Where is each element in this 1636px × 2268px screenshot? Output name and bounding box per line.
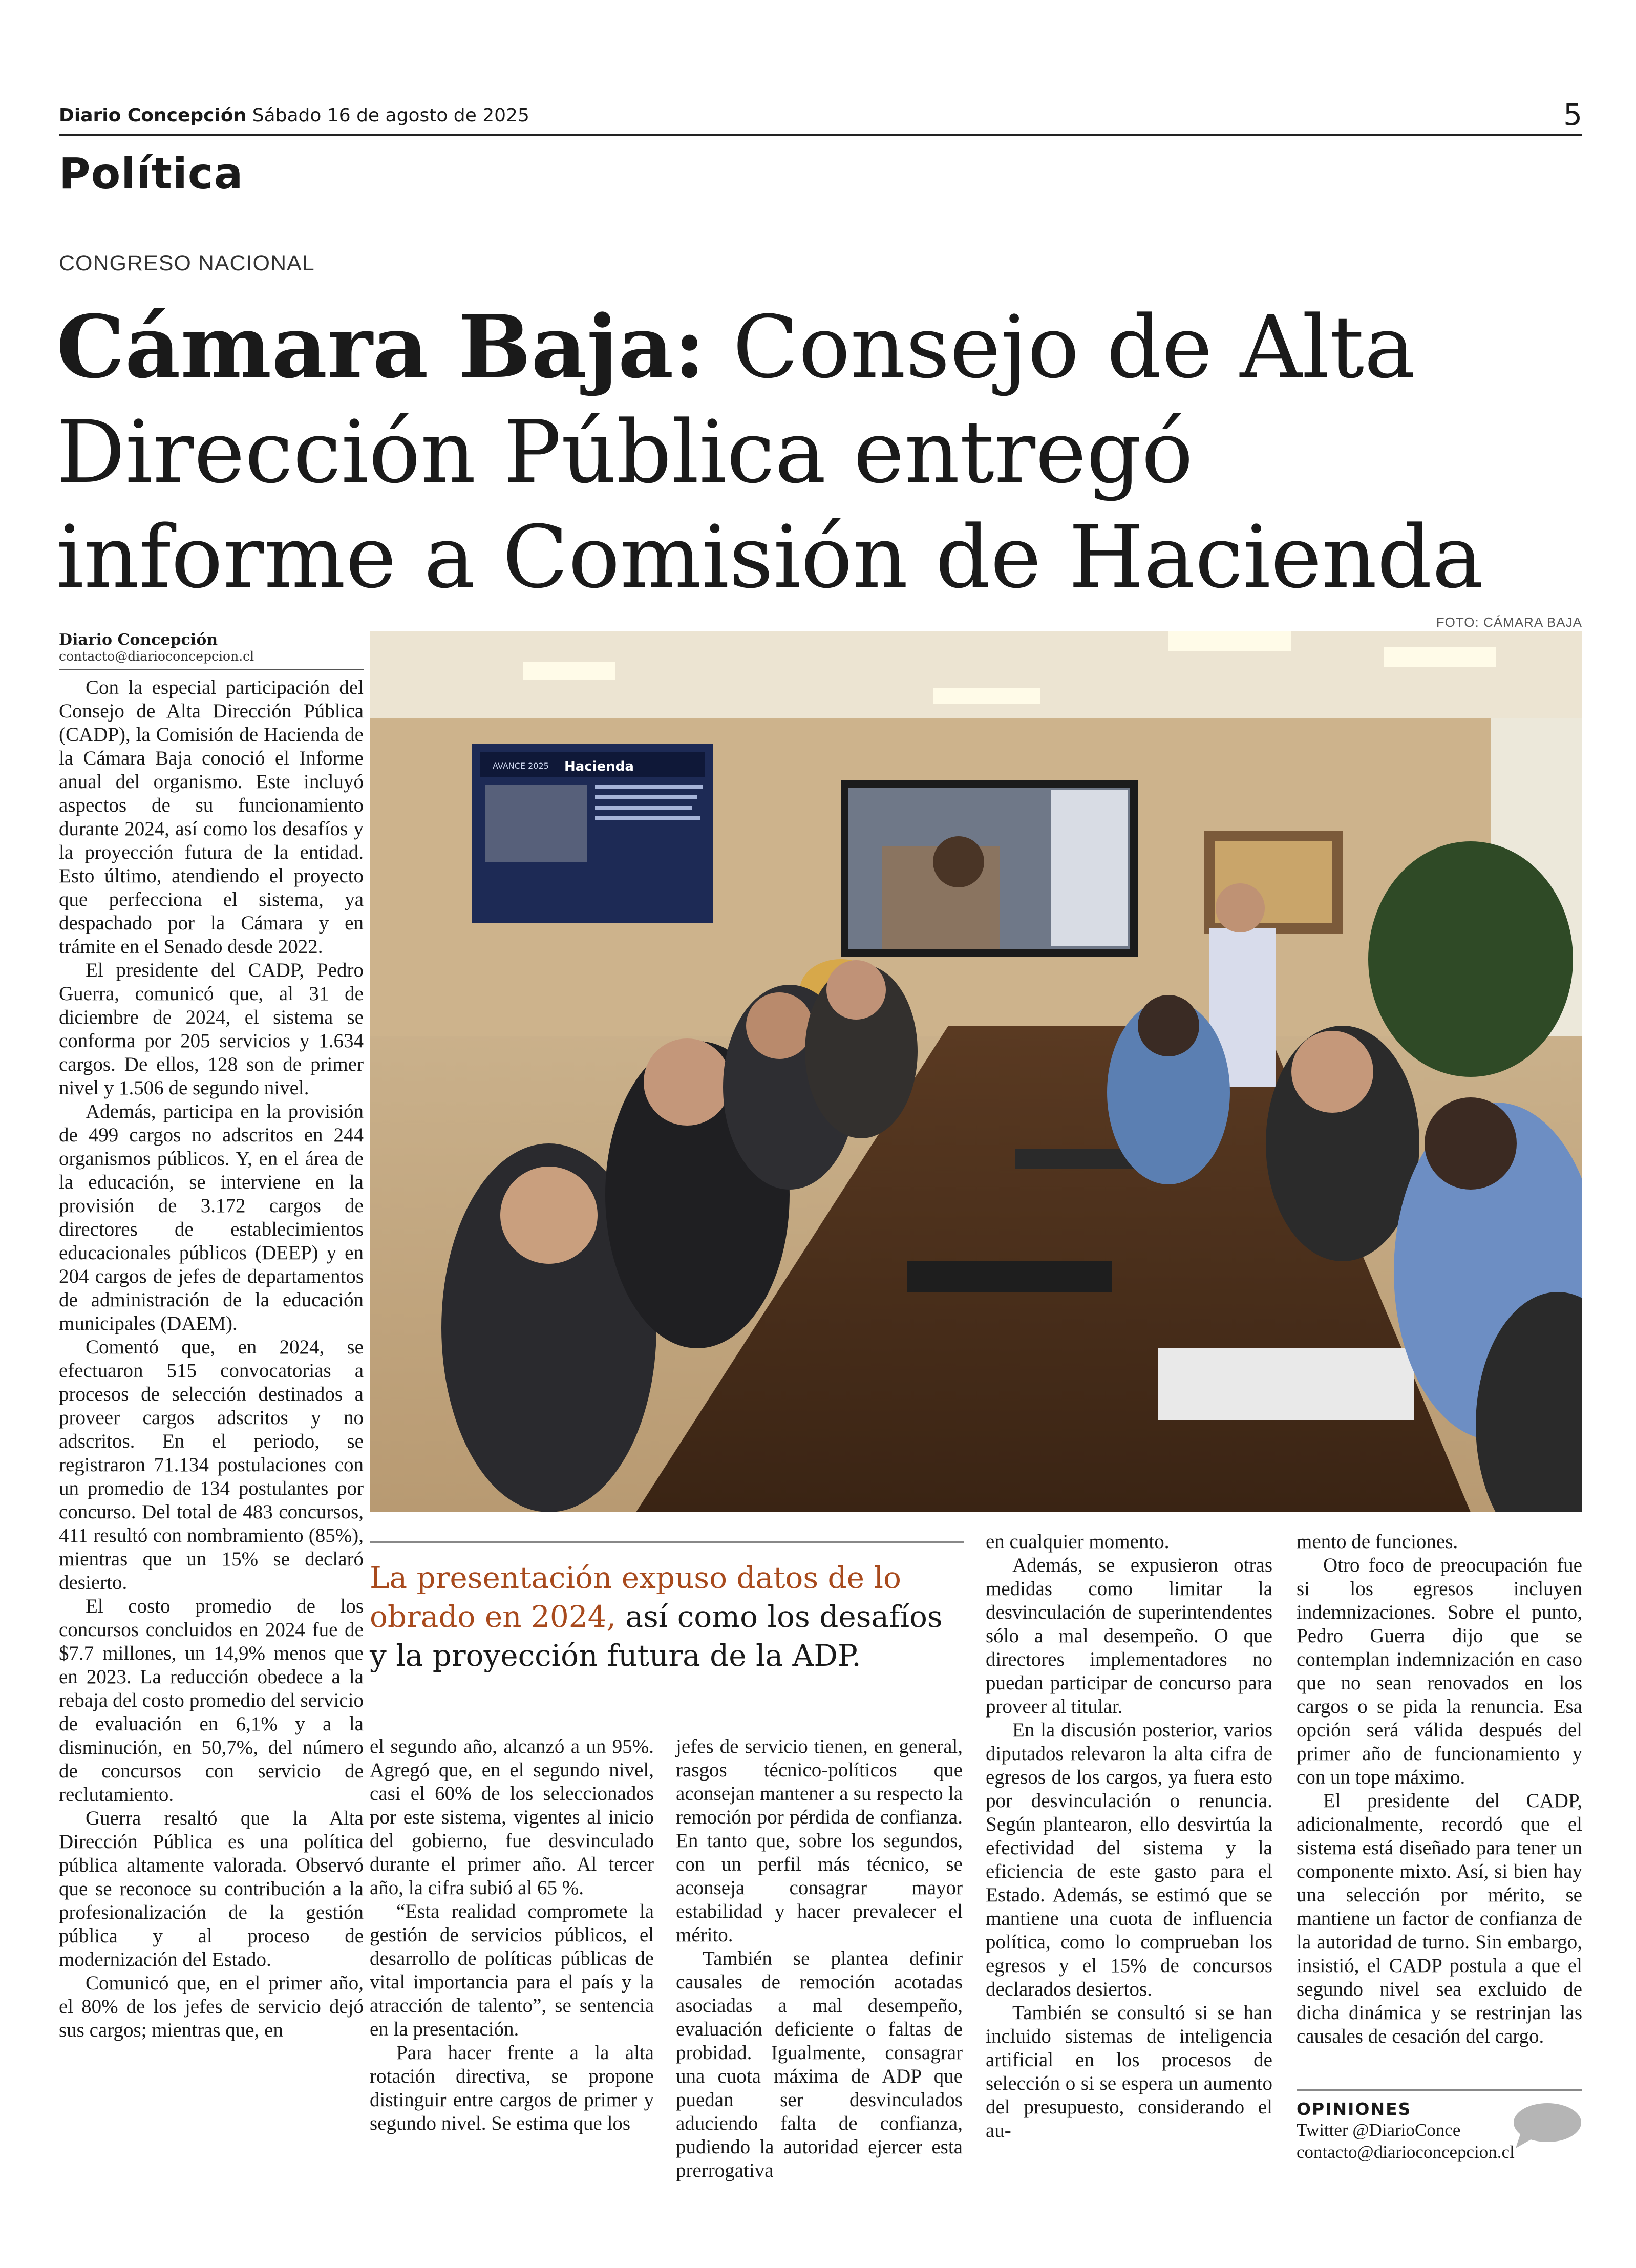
pull-quote-rest: así como los desafíos y la proyección futura de la ADP.: [370, 1599, 943, 1673]
body-column-3: [676, 1735, 963, 2182]
byline-email: contacto@diarioconcepcion.cl: [59, 649, 254, 664]
body-column-1: [59, 676, 364, 2042]
paragraph: Comunicó que, en el primer año, el 80% de los jefes de servicio dejó sus cargos; mientras que, en: [59, 1972, 364, 2041]
body-column-2: [370, 1735, 654, 2135]
byline-rule: [59, 669, 364, 670]
paragraph: mento de funciones.: [1297, 1531, 1458, 1553]
masthead: [59, 105, 529, 126]
paragraph: Para hacer frente a la alta rotación directiva, se propone distinguir entre cargos de primer y segundo nivel. Se estima que los: [370, 2042, 654, 2134]
paragraph: También se consultó si se han incluido sistemas de inteligencia artificial en los procesos de selección o si se espera un aumento del presupuesto, considerando el au-: [986, 2002, 1272, 2142]
paragraph: el segundo año, alcanzó a un 95%. Agregó que, en el segundo nivel, casi el 60% de los seleccionados por este sistema, vigentes al inicio del gobierno, fue desvinculado durante el primer año. Al tercer año, la cifra subió al 65 %.: [370, 1735, 654, 1899]
pull-quote: [370, 1541, 964, 1675]
paragraph: El costo promedio de los concursos concluidos en 2024 fue de $7.7 millones, un 14,9% menos que en 2023. La reducción obedece a la rebaja del costo promedio del servicio de evaluación en 6,1% y a la disminución, en 50,7%, del número de concursos con servicio de reclutamiento.: [59, 1595, 364, 1806]
screen-left-title: Hacienda: [564, 759, 634, 774]
body-column-5: [1297, 1530, 1582, 2048]
paragraph: en cualquier momento.: [986, 1531, 1170, 1553]
byline: [59, 631, 364, 670]
screen-left-header: AVANCE 2025: [493, 761, 549, 771]
paragraph: jefes de servicio tienen, en general, rasgos técnico-políticos que aconsejan mantener a su respecto la remoción por pérdida de confianza. En tanto que, sobre los segundos, con un perfil más técnico, se aconseja consagrar mayor estabilidad y hacer prevalecer el mérito.: [676, 1735, 963, 1946]
plant: [1368, 841, 1573, 1077]
paragraph: Además, participa en la provisión de 499 cargos no adscritos en 244 organismos públicos. Y, en el área de la educación, se interviene en la provisión de 3.172 cargos de directores de establecimientos educacionales públicos (DEEP) y en 204 cargos de jefes de departamentos de administración de la educación municipales (DAEM).: [59, 1100, 364, 1334]
paragraph: Con la especial participación del Consejo de Alta Dirección Pública (CADP), la Comisión de Hacienda de la Cámara Baja conoció el Informe anual del organismo. Este incluyó aspectos de su funcionamiento durante 2024, así como los desafíos y la proyección futura de la entidad. Esto último, atendiendo el proyecto que perfecciona el sistema, ya despachado por la Cámara y en trámite en el Senado desde 2022.: [59, 676, 364, 958]
paragraph: Además, se expusieron otras medidas como limitar la desvinculación de superintendentes sólo a mal desempeño. O que directores implementadores no puedan participar de concurso para proveer al titular.: [986, 1554, 1272, 1718]
section-title: Política: [59, 149, 244, 199]
paper-name: Diario Concepción: [59, 105, 247, 126]
paragraph: En la discusión posterior, varios diputados relevaron la alta cifra de egresos de los cargos, ya fuera esto por desvinculación o renuncia. Según plantearon, ello desvirtúa la efectividad del sistema y la eficiencia de este gasto para el Estado. Además, se estimó que se mantiene una cuota de influencia política, como lo comprueban los egresos y el 15% de concursos declarados desiertos.: [986, 1719, 1272, 2000]
paragraph: Otro foco de preocupación fue si los egresos incluyen indemnizaciones. Sobre el punto, Pedro Guerra dijo que se contemplan indemnización en caso que no sean renovados en los cargos o se pida la renuncia. Esa opción será válida después del primer año de funcionamiento y con un tope máximo.: [1297, 1554, 1582, 1788]
paragraph: También se plantea definir causales de remoción acotadas asociadas a mal desempeño, evaluación deficiente o faltas de probidad. Igualmente, consagrar una cuota máxima de ADP que puedan ser desvinculados aduciendo falta de confianza, pudiendo la autoridad ejercer esta prerrogativa: [676, 1947, 963, 2181]
paragraph: El presidente del CADP, Pedro Guerra, comunicó que, al 31 de diciembre de 2024, el sistema se conforma por 205 servicios y 1.634 cargos. De ellos, 128 son de primer nivel y 1.506 de segundo nivel.: [59, 959, 364, 1099]
headline-lead: Cámara Baja:: [56, 296, 706, 397]
body-column-4: [986, 1530, 1272, 2143]
byline-author: Diario Concepción: [59, 631, 218, 649]
kicker: CONGRESO NACIONAL: [59, 251, 315, 275]
page-number: 5: [1563, 97, 1582, 132]
pull-quote-highlight: La presentación expuso datos de lo obrado en 2024,: [370, 1560, 901, 1634]
opinions-twitter: Twitter @DiarioConce: [1297, 2120, 1461, 2140]
speech-bubble-icon: [1511, 2102, 1582, 2149]
opinions-box: [1297, 2089, 1582, 2163]
photo-credit: FOTO: CÁMARA BAJA: [1436, 614, 1582, 630]
header-rule: [59, 134, 1582, 136]
ceiling-light: [523, 662, 615, 680]
paragraph: Comentó que, en 2024, se efectuaron 515 convocatorias a procesos de selección destinados a proveer cargos adscritos y no adscritos. En el periodo, se registraron 71.134 postulaciones con un promedio de 134 postulantes por concurso. Del total de 483 concursos, 411 resultó con nombramiento (85%), mientras que un 15% se declaró desierto.: [59, 1336, 364, 1594]
opinions-title: OPINIONES: [1297, 2099, 1412, 2119]
issue-date: Sábado 16 de agosto de 2025: [252, 105, 529, 126]
paragraph: El presidente del CADP, adicionalmente, recordó que el sistema está diseñado para tener un componente mixto. Así, si bien hay una selección por mérito, se mantiene un factor de confianza de la autoridad de turno. Sin embargo, insistió, el CADP postula a que el segundo nivel sea excluido de dicha dinámica y se restrinjan las causales de cesación del cargo.: [1297, 1790, 1582, 2047]
headline: [56, 294, 1541, 610]
ceiling-light: [1168, 631, 1291, 651]
paragraph: Guerra resaltó que la Alta Dirección Pública es una política pública altamente valorada. Observó que se reconoce su contribución a la profesionalización de la gestión pública y al proceso de modernización del Estado.: [59, 1807, 364, 1970]
opinions-email: contacto@diarioconcepcion.cl: [1297, 2142, 1515, 2162]
paragraph: “Esta realidad compromete la gestión de servicios públicos, el desarrollo de políticas públicas de vital importancia para el país y la atracción de talento”, se sentencia en la presentación.: [370, 1900, 654, 2040]
ceiling-light: [933, 688, 1040, 704]
headline-rest: Consejo de Alta Dirección Pública entregó informe a Comisión de Hacienda: [56, 297, 1483, 607]
ceiling-light: [1384, 647, 1496, 667]
session-photo: [370, 631, 1582, 1512]
